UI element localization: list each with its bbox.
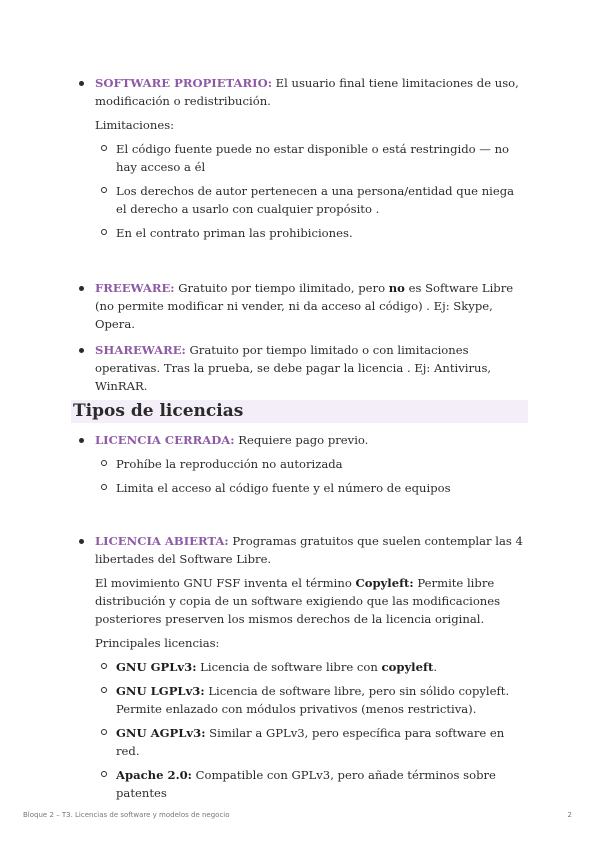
- list-item: En el contrato priman las prohibiciones.: [95, 224, 524, 242]
- section-heading: Tipos de licencias: [71, 400, 528, 423]
- limitations-list: [95, 140, 524, 242]
- license-name: GNU AGPLv3:: [116, 726, 206, 740]
- closed-license-text: Requiere pago previo.: [234, 433, 369, 447]
- keyword-shareware: SHAREWARE:: [95, 343, 186, 357]
- list-item-open-license: [74, 532, 524, 802]
- list-item-proprietary: [74, 74, 524, 242]
- principal-licenses-label: Principales licencias:: [95, 636, 220, 650]
- list-item-closed-license: [74, 431, 524, 497]
- keyword-closed-license: LICENCIA CERRADA:: [95, 433, 235, 447]
- license-item-agplv3: [95, 724, 524, 760]
- copyleft-term: Copyleft:: [355, 576, 414, 590]
- principal-licenses-list: [95, 658, 524, 802]
- copyleft-text-a: El movimiento GNU FSF inventa el término: [95, 576, 356, 590]
- keyword-proprietary: SOFTWARE PROPIETARIO:: [95, 76, 272, 90]
- copyleft-paragraph: [95, 574, 524, 628]
- license-item-gplv3: [95, 658, 524, 676]
- footer-title: Bloque 2 – T3. Licencias de software y modelos de negocio: [23, 811, 230, 819]
- open-license-text: Programas gratuitos que suelen contemplar las 4 libertades del Software Libre.: [95, 534, 523, 566]
- closed-license-list: [74, 431, 524, 503]
- license-item-apache: [95, 766, 524, 802]
- list-item: Los derechos de autor pertenecen a una persona/entidad que niega el derecho a usarlo con cualquier propósito .: [95, 182, 524, 218]
- proprietary-text: El usuario final tiene limitaciones de uso, modificación o redistribución.: [95, 76, 519, 108]
- closed-license-sublist: [95, 455, 524, 497]
- copyleft-text-b: Permite libre distribución y copia de un software exigiendo que las modificaciones posteriores preserven los mismos derechos de la licencia original.: [95, 576, 501, 626]
- freeware-text-a: Gratuito por tiempo ilimitado, pero: [174, 281, 389, 295]
- list-item: Limita el acceso al código fuente y el número de equipos: [95, 479, 524, 497]
- open-license-list: [74, 532, 524, 808]
- license-tail: .: [433, 660, 437, 674]
- license-desc: Similar a GPLv3, pero específica para software en red.: [116, 726, 505, 758]
- list-item-shareware: [74, 341, 524, 395]
- list-item-freeware: [74, 279, 524, 333]
- page-number: 2: [567, 811, 572, 819]
- list-item: El código fuente puede no estar disponible o está restringido — no hay acceso a él: [95, 140, 524, 176]
- license-name: GNU LGPLv3:: [116, 684, 205, 698]
- proprietary-list: [74, 74, 524, 248]
- license-desc: Licencia de software libre con: [196, 660, 382, 674]
- list-item: Prohíbe la reproducción no autorizada: [95, 455, 524, 473]
- freeware-bold: no: [388, 281, 405, 295]
- license-item-lgplv3: [95, 682, 524, 718]
- freeware-list: [74, 279, 524, 395]
- license-desc: Compatible con GPLv3, pero añade términos sobre patentes: [116, 768, 496, 800]
- limitations-label: Limitaciones:: [95, 118, 175, 132]
- keyword-open-license: LICENCIA ABIERTA:: [95, 534, 229, 548]
- license-desc: Licencia de software libre, pero sin sólido copyleft. Permite enlazado con módulos privativos (menos restrictiva).: [116, 684, 510, 716]
- shareware-text: Gratuito por tiempo limitado o con limitaciones operativas. Tras la prueba, se debe pagar la licencia . Ej: Antivirus, WinRAR.: [95, 343, 492, 393]
- license-name: Apache 2.0:: [116, 768, 192, 782]
- freeware-text-b: es Software Libre (no permite modificar ni vender, ni da acceso al código) . Ej: Skype, Opera.: [95, 281, 514, 331]
- license-name: GNU GPLv3:: [116, 660, 197, 674]
- keyword-freeware: FREEWARE:: [95, 281, 175, 295]
- license-bold: copyleft: [381, 660, 434, 674]
